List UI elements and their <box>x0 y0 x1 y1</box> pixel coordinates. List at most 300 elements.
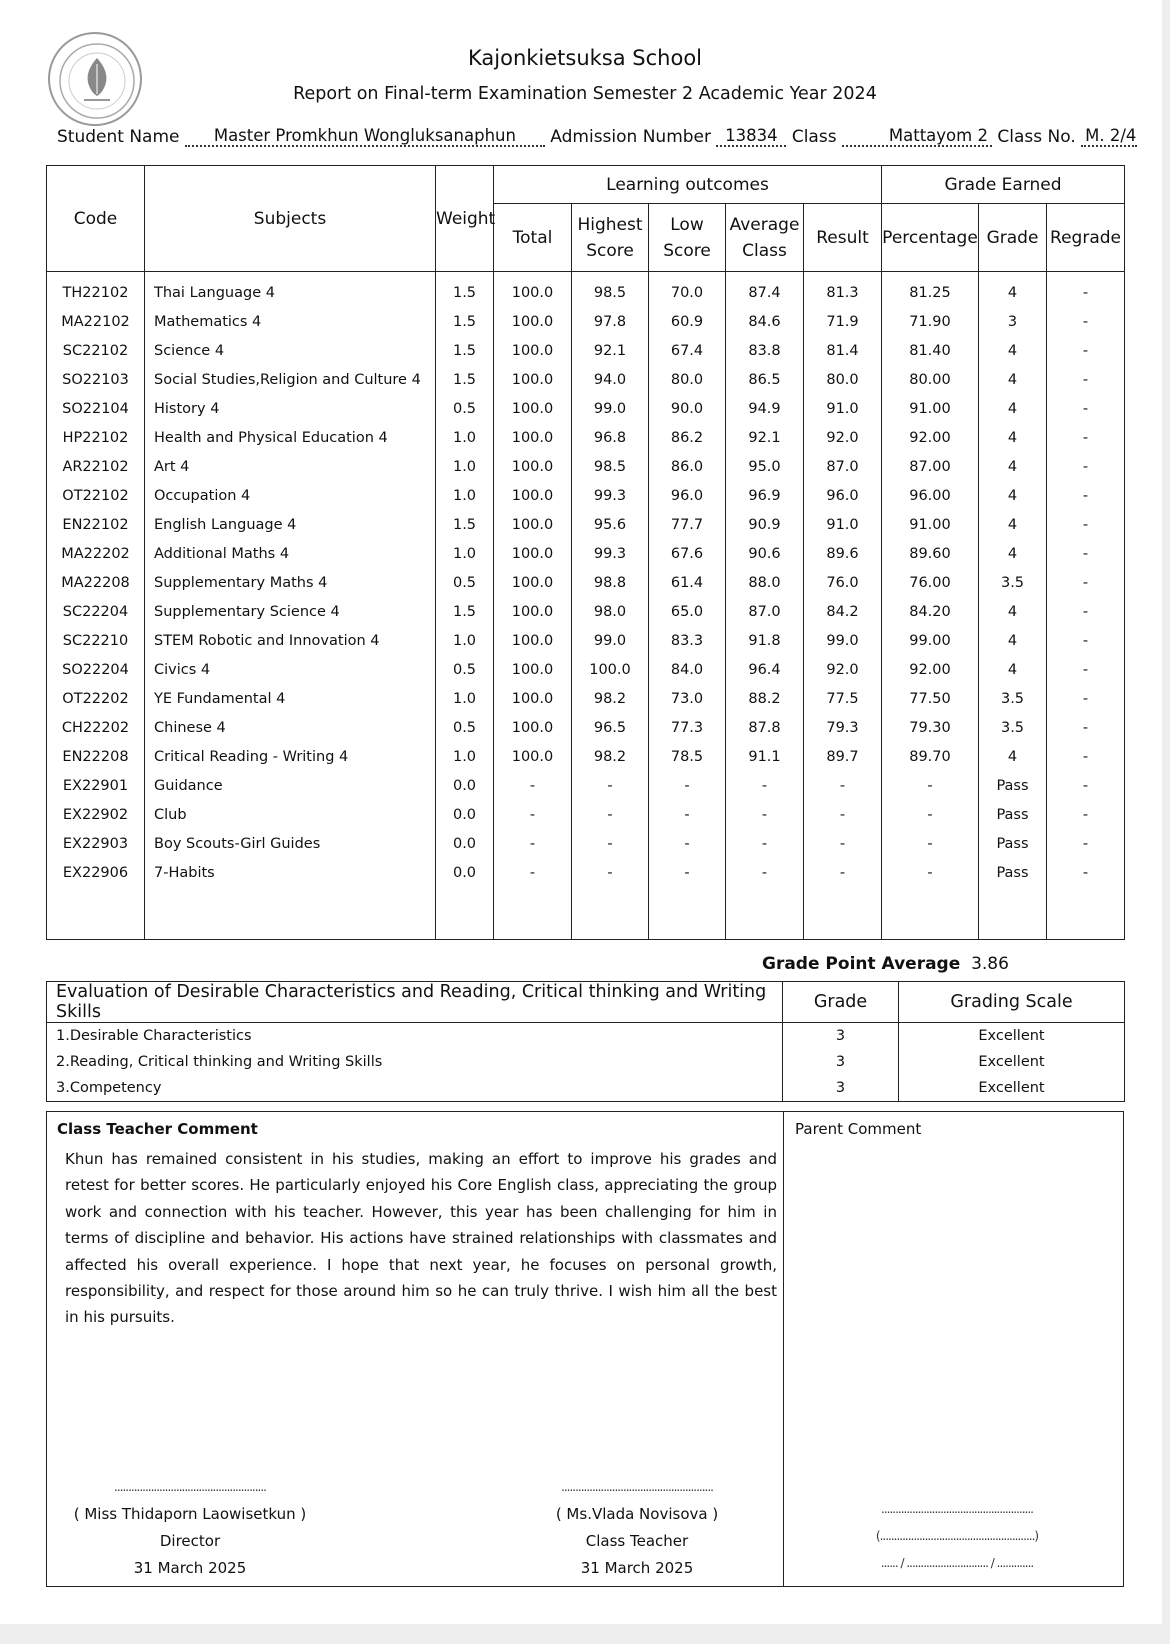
cell-weight: 0.0 <box>436 771 494 800</box>
table-row <box>47 829 1125 858</box>
cell-grade: Pass <box>979 829 1047 858</box>
cell-total: - <box>494 771 572 800</box>
cell-percentage: - <box>882 858 979 887</box>
cell-result: 84.2 <box>804 597 882 626</box>
cell-grade: 4 <box>979 272 1047 308</box>
cell-weight: 1.0 <box>436 742 494 771</box>
table-row <box>47 771 1125 800</box>
cell-regrade: - <box>1047 684 1125 713</box>
cell-percentage: - <box>882 829 979 858</box>
cell-regrade: - <box>1047 800 1125 829</box>
cell-weight: 0.0 <box>436 829 494 858</box>
cell-average: 92.1 <box>726 423 804 452</box>
cell-percentage: - <box>882 800 979 829</box>
cell-regrade: - <box>1047 394 1125 423</box>
cell-highest: 98.2 <box>572 742 649 771</box>
cell-weight: 1.0 <box>436 423 494 452</box>
cell-highest: 99.0 <box>572 626 649 655</box>
cell-low: 73.0 <box>649 684 726 713</box>
cell-highest: 92.1 <box>572 336 649 365</box>
empty-cell <box>436 887 494 940</box>
cell-average: 86.5 <box>726 365 804 394</box>
cell-weight: 1.5 <box>436 597 494 626</box>
cell-code: SC22210 <box>47 626 145 655</box>
cell-average: - <box>726 858 804 887</box>
school-name: Kajonkietsuksa School <box>467 46 703 70</box>
cell-average: 87.8 <box>726 713 804 742</box>
cell-highest: 98.0 <box>572 597 649 626</box>
cell-highest: 98.2 <box>572 684 649 713</box>
evaluation-item: 2.Reading, Critical thinking and Writing Skills <box>47 1049 783 1075</box>
cell-average: 88.2 <box>726 684 804 713</box>
table-row <box>47 539 1125 568</box>
table-row <box>47 307 1125 336</box>
cell-grade: 4 <box>979 655 1047 684</box>
cell-code: SC22204 <box>47 597 145 626</box>
cell-low: - <box>649 858 726 887</box>
cell-grade: 4 <box>979 481 1047 510</box>
cell-result: 96.0 <box>804 481 882 510</box>
cell-percentage: 84.20 <box>882 597 979 626</box>
header-average-line2: Class <box>742 240 787 261</box>
empty-cell <box>882 887 979 940</box>
cell-weight: 0.0 <box>436 858 494 887</box>
cell-subject: Social Studies,Religion and Culture 4 <box>145 365 436 394</box>
cell-average: 96.4 <box>726 655 804 684</box>
evaluation-header-scale: Grading Scale <box>899 982 1125 1023</box>
cell-weight: 1.5 <box>436 510 494 539</box>
cell-low: 86.2 <box>649 423 726 452</box>
cell-code: MA22202 <box>47 539 145 568</box>
gpa-value: 3.86 <box>971 954 1009 974</box>
cell-code: OT22102 <box>47 481 145 510</box>
header-learning-outcomes: Learning outcomes <box>494 166 882 204</box>
director-signature-line: ...................................................... <box>114 1480 266 1494</box>
cell-highest: 99.3 <box>572 481 649 510</box>
cell-subject: Thai Language 4 <box>145 272 436 308</box>
student-name-label: Student Name <box>57 127 180 147</box>
cell-total: 100.0 <box>494 626 572 655</box>
director-date: 31 March 2025 <box>133 1559 247 1577</box>
table-row <box>47 452 1125 481</box>
cell-subject: Club <box>145 800 436 829</box>
evaluation-item: 3.Competency <box>47 1075 783 1102</box>
empty-cell <box>1047 887 1125 940</box>
cell-grade: 3.5 <box>979 713 1047 742</box>
cell-highest: 99.0 <box>572 394 649 423</box>
cell-result: 77.5 <box>804 684 882 713</box>
evaluation-scale: Excellent <box>899 1023 1125 1050</box>
director-role: Director <box>159 1532 221 1550</box>
cell-average: - <box>726 800 804 829</box>
header-subjects: Subjects <box>145 166 436 272</box>
cell-result: 92.0 <box>804 655 882 684</box>
cell-regrade: - <box>1047 568 1125 597</box>
cell-code: OT22202 <box>47 684 145 713</box>
cell-weight: 0.0 <box>436 800 494 829</box>
cell-total: 100.0 <box>494 365 572 394</box>
cell-regrade: - <box>1047 539 1125 568</box>
cell-grade: 4 <box>979 336 1047 365</box>
cell-highest: 98.5 <box>572 452 649 481</box>
cell-total: 100.0 <box>494 568 572 597</box>
cell-subject: Science 4 <box>145 336 436 365</box>
cell-total: 100.0 <box>494 655 572 684</box>
cell-subject: STEM Robotic and Innovation 4 <box>145 626 436 655</box>
cell-result: 71.9 <box>804 307 882 336</box>
empty-cell <box>494 887 572 940</box>
evaluation-item: 1.Desirable Characteristics <box>47 1023 783 1050</box>
class-no-value: M. 2/4 <box>1081 127 1137 147</box>
header-low-line1: Low <box>670 214 704 235</box>
header-regrade: Regrade <box>1047 204 1125 272</box>
cell-percentage: 91.00 <box>882 510 979 539</box>
cell-low: 77.3 <box>649 713 726 742</box>
header-low <box>649 204 726 272</box>
cell-grade: 4 <box>979 365 1047 394</box>
cell-percentage: 77.50 <box>882 684 979 713</box>
table-row <box>47 742 1125 771</box>
table-row <box>47 626 1125 655</box>
grades-table <box>46 165 1125 940</box>
parent-comment-title: Parent Comment <box>795 1120 922 1138</box>
cell-weight: 0.5 <box>436 713 494 742</box>
header-low-line2: Score <box>663 240 711 261</box>
cell-regrade: - <box>1047 626 1125 655</box>
director-name: ( Miss Thidaporn Laowisetkun ) <box>73 1505 307 1523</box>
cell-grade: Pass <box>979 800 1047 829</box>
cell-percentage: 81.40 <box>882 336 979 365</box>
cell-weight: 1.5 <box>436 336 494 365</box>
cell-percentage: 79.30 <box>882 713 979 742</box>
cell-code: EX22902 <box>47 800 145 829</box>
cell-weight: 1.0 <box>436 684 494 713</box>
cell-total: 100.0 <box>494 742 572 771</box>
cell-weight: 1.0 <box>436 626 494 655</box>
table-filler-row <box>47 887 1125 940</box>
cell-low: - <box>649 829 726 858</box>
cell-result: 87.0 <box>804 452 882 481</box>
cell-percentage: - <box>882 771 979 800</box>
table-row <box>47 655 1125 684</box>
cell-average: 84.6 <box>726 307 804 336</box>
header-result: Result <box>804 204 882 272</box>
header-highest-line2: Score <box>586 240 634 261</box>
cell-grade: 4 <box>979 597 1047 626</box>
cell-highest: 98.5 <box>572 272 649 308</box>
cell-highest: 100.0 <box>572 655 649 684</box>
cell-regrade: - <box>1047 829 1125 858</box>
cell-highest: 94.0 <box>572 365 649 394</box>
cell-highest: - <box>572 829 649 858</box>
header-highest <box>572 204 649 272</box>
gpa-label: Grade Point Average <box>762 954 961 974</box>
cell-total: 100.0 <box>494 394 572 423</box>
cell-code: EX22903 <box>47 829 145 858</box>
cell-highest: - <box>572 800 649 829</box>
table-row <box>47 597 1125 626</box>
cell-code: EX22901 <box>47 771 145 800</box>
cell-total: 100.0 <box>494 539 572 568</box>
cell-subject: Mathematics 4 <box>145 307 436 336</box>
cell-subject: English Language 4 <box>145 510 436 539</box>
cell-code: SO22103 <box>47 365 145 394</box>
cell-low: 84.0 <box>649 655 726 684</box>
cell-grade: 3.5 <box>979 568 1047 597</box>
cell-grade: 4 <box>979 510 1047 539</box>
cell-regrade: - <box>1047 742 1125 771</box>
cell-regrade: - <box>1047 713 1125 742</box>
cell-result: 91.0 <box>804 394 882 423</box>
cell-subject: Health and Physical Education 4 <box>145 423 436 452</box>
cell-percentage: 87.00 <box>882 452 979 481</box>
evaluation-scale: Excellent <box>899 1049 1125 1075</box>
evaluation-row <box>47 1023 1125 1050</box>
cell-regrade: - <box>1047 771 1125 800</box>
cell-low: 78.5 <box>649 742 726 771</box>
cell-total: 100.0 <box>494 272 572 308</box>
cell-grade: 4 <box>979 742 1047 771</box>
cell-low: 96.0 <box>649 481 726 510</box>
cell-weight: 0.5 <box>436 655 494 684</box>
evaluation-row <box>47 1049 1125 1075</box>
cell-total: 100.0 <box>494 597 572 626</box>
header-average-line1: Average <box>729 214 800 235</box>
table-row <box>47 394 1125 423</box>
cell-percentage: 76.00 <box>882 568 979 597</box>
cell-regrade: - <box>1047 272 1125 308</box>
header-code: Code <box>47 166 145 272</box>
header-weight: Weight <box>436 166 494 272</box>
empty-cell <box>145 887 436 940</box>
cell-total: 100.0 <box>494 510 572 539</box>
cell-subject: Civics 4 <box>145 655 436 684</box>
cell-highest: - <box>572 771 649 800</box>
cell-average: 88.0 <box>726 568 804 597</box>
cell-code: MA22208 <box>47 568 145 597</box>
empty-cell <box>47 887 145 940</box>
cell-result: 79.3 <box>804 713 882 742</box>
cell-weight: 1.5 <box>436 272 494 308</box>
cell-grade: 3.5 <box>979 684 1047 713</box>
cell-grade: 4 <box>979 423 1047 452</box>
empty-cell <box>804 887 882 940</box>
cell-result: - <box>804 800 882 829</box>
cell-total: - <box>494 858 572 887</box>
cell-total: 100.0 <box>494 713 572 742</box>
header-highest-line1: Highest <box>577 214 643 235</box>
cell-regrade: - <box>1047 452 1125 481</box>
cell-regrade: - <box>1047 655 1125 684</box>
cell-highest: 96.5 <box>572 713 649 742</box>
cell-percentage: 92.00 <box>882 423 979 452</box>
cell-result: 99.0 <box>804 626 882 655</box>
cell-result: 76.0 <box>804 568 882 597</box>
cell-grade: Pass <box>979 771 1047 800</box>
evaluation-grade: 3 <box>783 1075 899 1102</box>
empty-cell <box>572 887 649 940</box>
header-average <box>726 204 804 272</box>
cell-code: HP22102 <box>47 423 145 452</box>
cell-weight: 1.5 <box>436 365 494 394</box>
cell-regrade: - <box>1047 510 1125 539</box>
evaluation-header-title: Evaluation of Desirable Characteristics and Reading, Critical thinking and Writing Skills <box>47 982 783 1023</box>
cell-average: 96.9 <box>726 481 804 510</box>
empty-cell <box>649 887 726 940</box>
grades-body <box>47 272 1125 940</box>
cell-result: 81.4 <box>804 336 882 365</box>
evaluation-header-grade: Grade <box>783 982 899 1023</box>
cell-regrade: - <box>1047 307 1125 336</box>
cell-grade: 4 <box>979 394 1047 423</box>
cell-low: 80.0 <box>649 365 726 394</box>
table-row <box>47 858 1125 887</box>
table-row <box>47 684 1125 713</box>
cell-total: 100.0 <box>494 684 572 713</box>
cell-regrade: - <box>1047 597 1125 626</box>
cell-average: - <box>726 771 804 800</box>
comments-divider <box>783 1112 784 1586</box>
cell-result: 92.0 <box>804 423 882 452</box>
cell-low: 67.6 <box>649 539 726 568</box>
cell-subject: Critical Reading - Writing 4 <box>145 742 436 771</box>
cell-low: 65.0 <box>649 597 726 626</box>
cell-subject: Art 4 <box>145 452 436 481</box>
cell-grade: 4 <box>979 626 1047 655</box>
admission-label: Admission Number <box>550 127 712 147</box>
cell-low: 67.4 <box>649 336 726 365</box>
header-grade: Grade <box>979 204 1047 272</box>
cell-subject: 7-Habits <box>145 858 436 887</box>
cell-average: 83.8 <box>726 336 804 365</box>
cell-total: - <box>494 829 572 858</box>
parent-date-line: ...... / ............................. / ............. <box>880 1556 1034 1570</box>
cell-code: EX22906 <box>47 858 145 887</box>
director-signature <box>59 1474 321 1582</box>
admission-number: 13834 <box>716 127 786 147</box>
cell-percentage: 91.00 <box>882 394 979 423</box>
cell-average: 90.6 <box>726 539 804 568</box>
cell-regrade: - <box>1047 336 1125 365</box>
cell-highest: - <box>572 858 649 887</box>
evaluation-table <box>46 981 1125 1102</box>
cell-subject: Chinese 4 <box>145 713 436 742</box>
teacher-comment-text: Khun has remained consistent in his studies, making an effort to improve his grades and retest for better scores. He particularly enjoyed his Core English class, appreciating the group work and connection with his teacher. However, this year has been challenging for him in terms of discipline and behavior. His actions have strained relationships with classmates and affected his overall experience. I hope that next year, he focuses on personal growth, responsibility, and respect for those around him so he can truly thrive. I wish him all the best in his pursuits. <box>65 1150 777 1327</box>
cell-percentage: 99.00 <box>882 626 979 655</box>
cell-subject: Occupation 4 <box>145 481 436 510</box>
student-name: Master Promkhun Wongluksanaphun <box>185 127 545 147</box>
cell-regrade: - <box>1047 481 1125 510</box>
cell-subject: Supplementary Maths 4 <box>145 568 436 597</box>
cell-total: - <box>494 800 572 829</box>
report-title: Report on Final-term Examination Semester 2 Academic Year 2024 <box>293 84 877 104</box>
header-percentage: Percentage <box>882 204 979 272</box>
cell-percentage: 71.90 <box>882 307 979 336</box>
cell-average: 91.8 <box>726 626 804 655</box>
cell-code: SO22104 <box>47 394 145 423</box>
cell-code: TH22102 <box>47 272 145 308</box>
cell-code: AR22102 <box>47 452 145 481</box>
parent-name-line: (.......................................................) <box>875 1529 1039 1543</box>
cell-average: 87.4 <box>726 272 804 308</box>
cell-result: - <box>804 829 882 858</box>
table-row <box>47 568 1125 597</box>
cell-subject: Boy Scouts-Girl Guides <box>145 829 436 858</box>
cell-percentage: 89.60 <box>882 539 979 568</box>
cell-highest: 97.8 <box>572 307 649 336</box>
table-row <box>47 713 1125 742</box>
cell-subject: History 4 <box>145 394 436 423</box>
table-row <box>47 481 1125 510</box>
teacher-signature <box>537 1474 737 1582</box>
cell-low: 77.7 <box>649 510 726 539</box>
cell-low: 86.0 <box>649 452 726 481</box>
cell-regrade: - <box>1047 365 1125 394</box>
cell-weight: 0.5 <box>436 568 494 597</box>
cell-subject: Supplementary Science 4 <box>145 597 436 626</box>
cell-total: 100.0 <box>494 307 572 336</box>
cell-weight: 1.5 <box>436 307 494 336</box>
cell-total: 100.0 <box>494 336 572 365</box>
cell-highest: 95.6 <box>572 510 649 539</box>
evaluation-scale: Excellent <box>899 1075 1125 1102</box>
cell-percentage: 89.70 <box>882 742 979 771</box>
cell-percentage: 81.25 <box>882 272 979 308</box>
cell-code: CH22202 <box>47 713 145 742</box>
cell-grade: 4 <box>979 452 1047 481</box>
evaluation-row <box>47 1075 1125 1102</box>
student-info <box>57 127 1137 147</box>
cell-low: - <box>649 771 726 800</box>
cell-total: 100.0 <box>494 452 572 481</box>
cell-total: 100.0 <box>494 481 572 510</box>
table-row <box>47 510 1125 539</box>
cell-code: MA22102 <box>47 307 145 336</box>
cell-weight: 1.0 <box>436 539 494 568</box>
parent-signature <box>807 1496 1107 1577</box>
cell-grade: Pass <box>979 858 1047 887</box>
evaluation-grade: 3 <box>783 1023 899 1050</box>
cell-average: - <box>726 829 804 858</box>
evaluation-body <box>47 1023 1125 1102</box>
cell-regrade: - <box>1047 423 1125 452</box>
cell-average: 91.1 <box>726 742 804 771</box>
cell-weight: 1.0 <box>436 452 494 481</box>
cell-highest: 96.8 <box>572 423 649 452</box>
cell-average: 95.0 <box>726 452 804 481</box>
cell-low: 61.4 <box>649 568 726 597</box>
teacher-signature-line: ...................................................... <box>561 1480 713 1494</box>
parent-signature-line: ...................................................... <box>881 1502 1033 1516</box>
cell-weight: 1.0 <box>436 481 494 510</box>
cell-subject: YE Fundamental 4 <box>145 684 436 713</box>
cell-result: 89.6 <box>804 539 882 568</box>
table-row <box>47 272 1125 308</box>
teacher-role: Class Teacher <box>585 1532 689 1550</box>
cell-highest: 98.8 <box>572 568 649 597</box>
cell-grade: 3 <box>979 307 1047 336</box>
cell-weight: 0.5 <box>436 394 494 423</box>
teacher-date: 31 March 2025 <box>580 1559 694 1577</box>
cell-result: 80.0 <box>804 365 882 394</box>
cell-result: 89.7 <box>804 742 882 771</box>
header-total: Total <box>494 204 572 272</box>
cell-code: EN22208 <box>47 742 145 771</box>
cell-highest: 99.3 <box>572 539 649 568</box>
cell-percentage: 92.00 <box>882 655 979 684</box>
cell-result: 91.0 <box>804 510 882 539</box>
cell-low: - <box>649 800 726 829</box>
